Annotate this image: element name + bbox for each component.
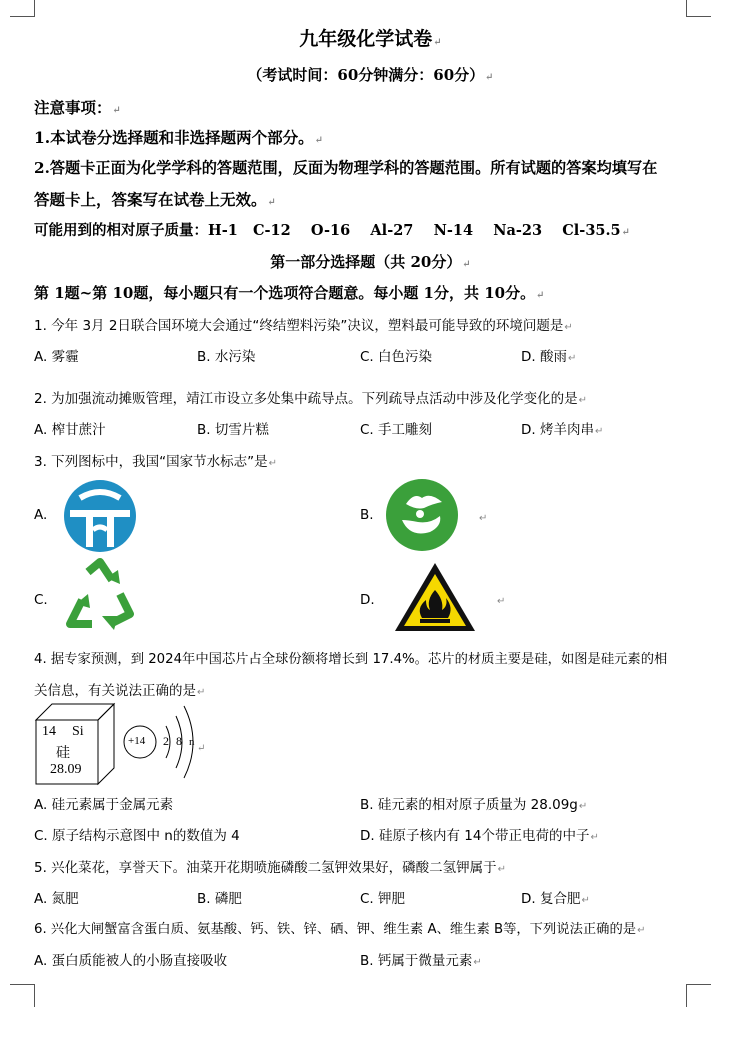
- element-name: 硅: [56, 745, 70, 761]
- question-4-stem-line-2: 关信息，有关说法正确的是↵: [34, 683, 206, 699]
- note-1: 1.本试卷分选择题和非选择题两个部分。↵: [34, 128, 324, 147]
- crop-mark-bottom-left: [10, 984, 35, 1007]
- question-3-option-d-label: D.: [360, 592, 375, 608]
- question-2-option-d: D. 烤羊肉串↵: [521, 422, 604, 438]
- question-2-option-c: C. 手工雕刻: [360, 422, 433, 438]
- question-6-option-b: B. 钙属于微量元素↵: [360, 953, 482, 969]
- question-4-option-c: C. 原子结构示意图中 n的数值为 4: [34, 828, 240, 844]
- exam-subtitle: （考试时间：60分钟满分：60分）↵: [247, 66, 494, 84]
- question-2-option-a: A. 榨甘蔗汁: [34, 422, 106, 438]
- question-5-option-d: D. 复合肥↵: [521, 891, 590, 907]
- shell-1-electrons: 2: [163, 734, 169, 748]
- question-1-option-c: C. 白色污染: [360, 349, 433, 365]
- note-2-line-1: 2.答题卡正面为化学学科的答题范围，反面为物理学科的答题范围。所有试题的答案均填写在: [34, 159, 658, 177]
- crop-mark-top-right: [686, 0, 711, 17]
- element-mass: 28.09: [50, 762, 82, 777]
- question-3-option-a-label: A.: [34, 507, 48, 523]
- crop-mark-top-left: [10, 0, 35, 17]
- question-4-option-a: A. 硅元素属于金属元素: [34, 797, 174, 813]
- question-4-option-d: D. 硅原子核内有 14个带正电荷的中子↵: [360, 828, 599, 844]
- part1-instruction: 第 1题~第 10题，每小题只有一个选项符合题意。每小题 1分，共 10分。↵: [34, 284, 545, 302]
- question-1-option-d: D. 酸雨↵: [521, 349, 577, 365]
- question-6-option-a: A. 蛋白质能被人的小肠直接吸收: [34, 953, 228, 969]
- para-mark: ↵: [197, 743, 206, 754]
- question-1-option-a: A. 雾霾: [34, 349, 79, 365]
- question-6-stem: 6. 兴化大闸蟹富含蛋白质、氨基酸、钙、铁、锌、硒、钾、维生素 A、维生素 B等，下列说法正确的是↵: [34, 922, 646, 937]
- water-drop-green-icon: [384, 478, 460, 552]
- question-4-stem-line-1: 4. 据专家预测，到 2024年中国芯片占全球份额将增长到 17.4%。芯片的材质主要是硅，如图是硅元素的相: [34, 652, 668, 667]
- question-4-option-b: B. 硅元素的相对原子质量为 28.09g↵: [360, 797, 588, 813]
- nucleus-charge: +14: [128, 735, 146, 747]
- question-5-option-b: B. 磷肥: [197, 891, 242, 907]
- question-5-option-a: A. 氮肥: [34, 891, 79, 907]
- question-5-stem: 5. 兴化菜花，享誉天下。油菜开花期喷施磷酸二氢钾效果好，磷酸二氢钾属于↵: [34, 860, 507, 876]
- para-mark: ↵: [479, 513, 488, 524]
- crop-mark-bottom-right: [686, 984, 711, 1007]
- question-3-option-b-label: B.: [360, 507, 374, 523]
- element-symbol: Si: [72, 724, 84, 739]
- question-1-stem: 1. 今年 3月 2日联合国环境大会通过“终结塑料污染”决议，塑料最可能导致的环境问题是↵: [34, 318, 573, 334]
- shell-2-electrons: 8: [176, 734, 182, 748]
- atomic-masses: 可能用到的相对原子质量：H-1 C-12 O-16 Al-27 N-14 Na-23 Cl-35.5↵: [34, 222, 631, 239]
- part1-heading: 第一部分选择题（共 20分）↵: [270, 253, 471, 271]
- note-2-line-2: 答题卡上，答案写在试卷上无效。↵: [34, 190, 276, 209]
- question-1-option-b: B. 水污染: [197, 349, 256, 365]
- flammable-warning-icon: [392, 560, 478, 634]
- notes-heading: 注意事项：↵: [34, 98, 121, 117]
- para-mark: ↵: [497, 596, 506, 607]
- page-title: 九年级化学试卷↵: [299, 28, 442, 50]
- recycling-icon: [58, 558, 142, 636]
- question-3-stem: 3. 下列图标中，我国“国家节水标志”是↵: [34, 454, 278, 470]
- element-atomic-number: 14: [42, 724, 56, 739]
- question-2-option-b: B. 切雪片糕: [197, 422, 269, 438]
- water-saving-logo-icon: [60, 478, 140, 554]
- question-3-option-c-label: C.: [34, 592, 48, 608]
- question-2-stem: 2. 为加强流动摊贩管理，靖江市设立多处集中疏导点。下列疏导点活动中涉及化学变化的是↵: [34, 391, 588, 407]
- shell-3-electrons: n: [189, 736, 195, 748]
- question-5-option-c: C. 钾肥: [360, 891, 406, 907]
